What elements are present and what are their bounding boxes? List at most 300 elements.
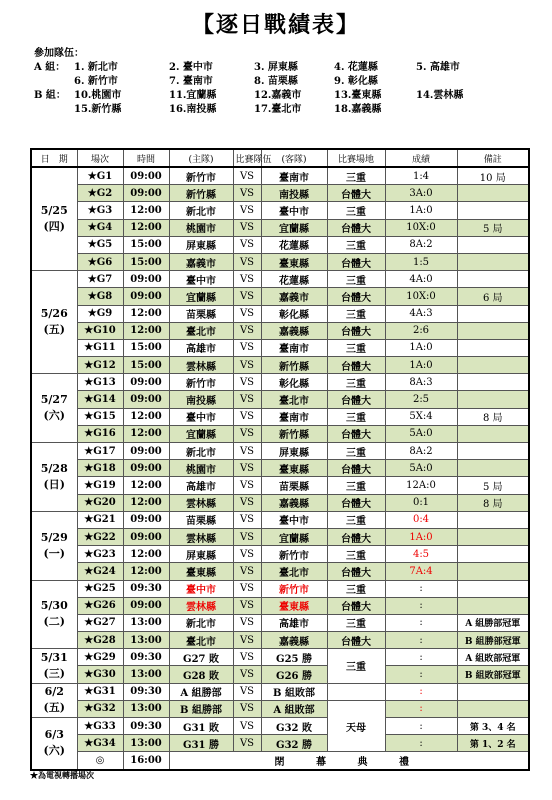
home-team: 桃園市 xyxy=(169,219,233,236)
game-id: ★G17 xyxy=(77,443,123,460)
vs-label: VS xyxy=(233,563,261,580)
score: 4:5 xyxy=(385,546,457,563)
venue: 三重 xyxy=(327,374,385,391)
venue: 台體大 xyxy=(327,185,385,202)
game-id: ★G9 xyxy=(77,305,123,322)
game-id: ★G12 xyxy=(77,357,123,374)
away-team: 高雄市 xyxy=(261,614,327,631)
away-team: 臺北市 xyxy=(261,563,327,580)
game-time: 09:00 xyxy=(123,167,169,185)
table-row xyxy=(31,305,529,322)
table-row xyxy=(31,511,529,528)
score: 8A:3 xyxy=(385,374,457,391)
game-time: 12:00 xyxy=(123,546,169,563)
away-team: 花蓮縣 xyxy=(261,271,327,288)
game-id: ★G32 xyxy=(77,700,123,717)
game-time: 12:00 xyxy=(123,202,169,219)
home-team: 臺中市 xyxy=(169,408,233,425)
game-time: 12:00 xyxy=(123,305,169,322)
game-id: ★G6 xyxy=(77,253,123,270)
vs-label: VS xyxy=(233,735,261,752)
score: 4A:3 xyxy=(385,305,457,322)
venue: 台體大 xyxy=(327,563,385,580)
score: 10X:0 xyxy=(385,219,457,236)
note: 第 1、2 名 xyxy=(457,735,529,752)
game-time: 09:30 xyxy=(123,649,169,666)
score: : xyxy=(385,683,457,700)
venue: 台體大 xyxy=(327,391,385,408)
table-row xyxy=(31,219,529,236)
note xyxy=(457,374,529,391)
vs-label: VS xyxy=(233,614,261,631)
date-cell xyxy=(31,649,77,683)
team-name: 1. 新北市 xyxy=(74,62,118,73)
away-team: 南投縣 xyxy=(261,185,327,202)
game-id: ★G25 xyxy=(77,580,123,597)
game-time: 09:30 xyxy=(123,718,169,735)
table-row xyxy=(31,425,529,442)
score: : xyxy=(385,649,457,666)
game-id: ★G4 xyxy=(77,219,123,236)
table-row xyxy=(31,649,529,666)
home-team: 嘉義市 xyxy=(169,253,233,270)
team-name: 9. 彰化縣 xyxy=(334,76,378,87)
vs-label: VS xyxy=(233,288,261,305)
date-text: 6/2 xyxy=(44,685,64,699)
game-time: 09:00 xyxy=(123,271,169,288)
vs-label: VS xyxy=(233,580,261,597)
team-name: 3. 屏東縣 xyxy=(254,62,298,73)
venue xyxy=(327,683,385,700)
game-id: ★G18 xyxy=(77,460,123,477)
date-cell xyxy=(31,374,77,443)
score: 5A:0 xyxy=(385,460,457,477)
venue: 三重 xyxy=(327,511,385,528)
game-id: ★G1 xyxy=(77,167,123,185)
note: 第 3、4 名 xyxy=(457,718,529,735)
vs-label: VS xyxy=(233,718,261,735)
note xyxy=(457,253,529,270)
away-team: 臺南市 xyxy=(261,167,327,185)
home-team: B 組勝部 xyxy=(169,700,233,717)
game-time: 15:00 xyxy=(123,357,169,374)
table-row xyxy=(31,683,529,700)
note xyxy=(457,391,529,408)
table-row xyxy=(31,167,529,185)
game-time: 09:00 xyxy=(123,443,169,460)
table-row xyxy=(31,666,529,683)
note xyxy=(457,580,529,597)
away-team: 嘉義市 xyxy=(261,288,327,305)
date-cell xyxy=(31,683,77,717)
team-name: 17.臺北市 xyxy=(254,104,302,115)
away-team: G26 勝 xyxy=(261,666,327,683)
game-time: 09:00 xyxy=(123,391,169,408)
venue: 三重 xyxy=(327,167,385,185)
team-name: 10.桃園市 xyxy=(74,90,122,101)
team-name: 14.雲林縣 xyxy=(416,90,464,101)
game-time: 16:00 xyxy=(123,752,169,770)
date-text: 6/3 xyxy=(44,728,64,742)
away-team: 臺南市 xyxy=(261,408,327,425)
score: 8A:2 xyxy=(385,443,457,460)
game-time: 12:00 xyxy=(123,219,169,236)
away-team: 嘉義縣 xyxy=(261,494,327,511)
table-row xyxy=(31,580,529,597)
vs-label: VS xyxy=(233,528,261,545)
weekday-text: (六) xyxy=(43,409,65,423)
column-header: 比賽隊伍 xyxy=(233,149,261,167)
group-b-label: B 組： xyxy=(34,90,66,101)
note xyxy=(457,683,529,700)
game-id: ★G14 xyxy=(77,391,123,408)
table-row xyxy=(31,253,529,270)
venue: 三重 xyxy=(327,339,385,356)
away-team: 嘉義縣 xyxy=(261,632,327,649)
date-cell xyxy=(31,718,77,770)
note: 5 局 xyxy=(457,219,529,236)
table-row xyxy=(31,374,529,391)
home-team: 新北市 xyxy=(169,614,233,631)
score: 5X:4 xyxy=(385,408,457,425)
game-time: 13:00 xyxy=(123,735,169,752)
score: 1:4 xyxy=(385,167,457,185)
team-name: 11.宜蘭縣 xyxy=(169,90,217,101)
table-row xyxy=(31,460,529,477)
vs-label: VS xyxy=(233,253,261,270)
team-name: 13.臺東縣 xyxy=(334,90,382,101)
away-team: 屏東縣 xyxy=(261,443,327,460)
schedule-table xyxy=(30,148,530,771)
note xyxy=(457,339,529,356)
note xyxy=(457,546,529,563)
column-header: 成績 xyxy=(385,149,457,167)
home-team: 高雄市 xyxy=(169,339,233,356)
home-team: 屏東縣 xyxy=(169,546,233,563)
table-row xyxy=(31,614,529,631)
vs-label: VS xyxy=(233,357,261,374)
table-row xyxy=(31,443,529,460)
date-cell xyxy=(31,271,77,374)
vs-label: VS xyxy=(233,408,261,425)
column-header: 備註 xyxy=(457,149,529,167)
venue: 台體大 xyxy=(327,494,385,511)
score: : xyxy=(385,632,457,649)
vs-label: VS xyxy=(233,632,261,649)
venue: 台體大 xyxy=(327,219,385,236)
game-time: 09:00 xyxy=(123,460,169,477)
score: 1A:0 xyxy=(385,357,457,374)
footnote: ★為電視轉播場次 xyxy=(30,770,94,780)
team-name: 5. 高雄市 xyxy=(416,62,460,73)
home-team: 新北市 xyxy=(169,443,233,460)
game-time: 13:00 xyxy=(123,614,169,631)
score: 0:4 xyxy=(385,511,457,528)
table-row xyxy=(31,752,529,770)
score: 1:5 xyxy=(385,253,457,270)
game-time: 09:30 xyxy=(123,580,169,597)
date-text: 5/27 xyxy=(40,393,68,407)
table-row xyxy=(31,632,529,649)
game-id: ★G29 xyxy=(77,649,123,666)
group-a-label: A 組： xyxy=(34,62,66,73)
weekday-text: (五) xyxy=(43,701,65,715)
away-team: 臺中市 xyxy=(261,511,327,528)
date-text: 5/26 xyxy=(40,307,68,321)
away-team: A 組敗部 xyxy=(261,700,327,717)
game-time: 13:00 xyxy=(123,632,169,649)
note: B 組勝部冠軍 xyxy=(457,632,529,649)
ceremony-cell: 閉 幕 典 禮 xyxy=(169,752,529,770)
game-id: ★G23 xyxy=(77,546,123,563)
away-team: 彰化縣 xyxy=(261,374,327,391)
score: : xyxy=(385,718,457,735)
home-team: G31 勝 xyxy=(169,735,233,752)
score: : xyxy=(385,614,457,631)
score: 2:6 xyxy=(385,322,457,339)
score: 5A:0 xyxy=(385,425,457,442)
note: 10 局 xyxy=(457,167,529,185)
score: 0:1 xyxy=(385,494,457,511)
venue: 三重 xyxy=(327,271,385,288)
venue: 三重 xyxy=(327,580,385,597)
venue: 三重 xyxy=(327,443,385,460)
home-team: 雲林縣 xyxy=(169,494,233,511)
column-header: 時間 xyxy=(123,149,169,167)
weekday-text: (日) xyxy=(43,477,65,491)
note xyxy=(457,185,529,202)
team-name: 18.嘉義縣 xyxy=(334,104,382,115)
table-row xyxy=(31,185,529,202)
column-header: (主隊) xyxy=(169,149,233,167)
table-row xyxy=(31,288,529,305)
vs-label: VS xyxy=(233,391,261,408)
note xyxy=(457,511,529,528)
home-team: 宜蘭縣 xyxy=(169,425,233,442)
venue: 台體大 xyxy=(327,460,385,477)
away-team: 花蓮縣 xyxy=(261,236,327,253)
team-name: 6. 新竹市 xyxy=(74,76,118,87)
game-time: 12:00 xyxy=(123,494,169,511)
team-name: 2. 臺中市 xyxy=(169,62,213,73)
score: 1A:0 xyxy=(385,528,457,545)
home-team: 雲林縣 xyxy=(169,528,233,545)
home-team: 臺北市 xyxy=(169,632,233,649)
away-team: B 組敗部 xyxy=(261,683,327,700)
home-team: 臺中市 xyxy=(169,271,233,288)
venue: 三重 xyxy=(327,546,385,563)
game-time: 12:00 xyxy=(123,563,169,580)
home-team: 臺中市 xyxy=(169,580,233,597)
away-team: 苗栗縣 xyxy=(261,477,327,494)
venue: 台體大 xyxy=(327,288,385,305)
game-id: ★G8 xyxy=(77,288,123,305)
score: : xyxy=(385,597,457,614)
game-id: ★G30 xyxy=(77,666,123,683)
table-row xyxy=(31,718,529,735)
note xyxy=(457,425,529,442)
vs-label: VS xyxy=(233,339,261,356)
table-row xyxy=(31,391,529,408)
venue: 台體大 xyxy=(327,357,385,374)
game-id: ★G22 xyxy=(77,528,123,545)
away-team: 新竹縣 xyxy=(261,425,327,442)
vs-label: VS xyxy=(233,219,261,236)
vs-label: VS xyxy=(233,271,261,288)
date-cell xyxy=(31,580,77,649)
game-id: ★G26 xyxy=(77,597,123,614)
away-team: 新竹縣 xyxy=(261,357,327,374)
note: 5 局 xyxy=(457,477,529,494)
note: A 組勝部冠軍 xyxy=(457,614,529,631)
table-row xyxy=(31,528,529,545)
team-name: 7. 臺南市 xyxy=(169,76,213,87)
weekday-text: (四) xyxy=(43,220,65,234)
away-team: 臺東縣 xyxy=(261,460,327,477)
away-team: G25 勝 xyxy=(261,649,327,666)
vs-label: VS xyxy=(233,167,261,185)
table-row xyxy=(31,202,529,219)
note xyxy=(457,443,529,460)
vs-label: VS xyxy=(233,443,261,460)
table-row xyxy=(31,322,529,339)
note xyxy=(457,202,529,219)
note xyxy=(457,271,529,288)
table-row xyxy=(31,563,529,580)
home-team: G31 敗 xyxy=(169,718,233,735)
home-team: 雲林縣 xyxy=(169,597,233,614)
game-time: 09:00 xyxy=(123,528,169,545)
team-name: 15.新竹縣 xyxy=(74,104,122,115)
game-id: ★G21 xyxy=(77,511,123,528)
game-id: ★G20 xyxy=(77,494,123,511)
vs-label: VS xyxy=(233,202,261,219)
vs-label: VS xyxy=(233,511,261,528)
score: 4A:0 xyxy=(385,271,457,288)
venue: 台體大 xyxy=(327,528,385,545)
date-text: 5/28 xyxy=(40,461,68,475)
home-team: 雲林縣 xyxy=(169,357,233,374)
table-row xyxy=(31,477,529,494)
game-time: 12:00 xyxy=(123,425,169,442)
score: 1A:0 xyxy=(385,339,457,356)
note xyxy=(457,322,529,339)
game-time: 09:00 xyxy=(123,511,169,528)
date-cell xyxy=(31,511,77,580)
column-header: 比賽場地 xyxy=(327,149,385,167)
away-team: 臺中市 xyxy=(261,202,327,219)
game-time: 12:00 xyxy=(123,408,169,425)
team-name: 12.嘉義市 xyxy=(254,90,302,101)
teams-heading: 參加隊伍： xyxy=(34,48,84,59)
table-row xyxy=(31,408,529,425)
away-team: 嘉義縣 xyxy=(261,322,327,339)
note xyxy=(457,357,529,374)
vs-label: VS xyxy=(233,666,261,683)
away-team: 宜蘭縣 xyxy=(261,528,327,545)
home-team: 苗栗縣 xyxy=(169,511,233,528)
note xyxy=(457,460,529,477)
game-id: ◎ xyxy=(77,752,123,770)
score: : xyxy=(385,700,457,717)
venue: 台體大 xyxy=(327,425,385,442)
vs-label: VS xyxy=(233,700,261,717)
table-row xyxy=(31,597,529,614)
column-header: 日 期 xyxy=(31,149,77,167)
game-id: ★G11 xyxy=(77,339,123,356)
game-time: 09:00 xyxy=(123,185,169,202)
date-text: 5/25 xyxy=(40,204,68,218)
team-name: 16.南投縣 xyxy=(169,104,217,115)
note xyxy=(457,528,529,545)
home-team: 臺北市 xyxy=(169,322,233,339)
game-id: ★G7 xyxy=(77,271,123,288)
game-time: 09:00 xyxy=(123,288,169,305)
date-cell xyxy=(31,443,77,512)
away-team: 彰化縣 xyxy=(261,305,327,322)
score: : xyxy=(385,580,457,597)
home-team: 新竹市 xyxy=(169,374,233,391)
game-id: ★G16 xyxy=(77,425,123,442)
team-name: 4. 花蓮縣 xyxy=(334,62,378,73)
away-team: 臺東縣 xyxy=(261,597,327,614)
vs-label: VS xyxy=(233,322,261,339)
home-team: 桃園市 xyxy=(169,460,233,477)
game-id: ★G10 xyxy=(77,322,123,339)
away-team: 新竹市 xyxy=(261,546,327,563)
venue: 台體大 xyxy=(327,253,385,270)
table-row xyxy=(31,700,529,717)
note xyxy=(457,700,529,717)
game-id: ★G34 xyxy=(77,735,123,752)
venue: 三重 xyxy=(327,477,385,494)
game-time: 15:00 xyxy=(123,339,169,356)
home-team: G28 敗 xyxy=(169,666,233,683)
weekday-text: (三) xyxy=(43,666,65,680)
away-team: G32 敗 xyxy=(261,718,327,735)
weekday-text: (五) xyxy=(43,323,65,337)
game-time: 09:00 xyxy=(123,374,169,391)
home-team: 苗栗縣 xyxy=(169,305,233,322)
vs-label: VS xyxy=(233,597,261,614)
table-row xyxy=(31,271,529,288)
away-team: 臺南市 xyxy=(261,339,327,356)
note xyxy=(457,563,529,580)
table-row xyxy=(31,546,529,563)
game-time: 12:00 xyxy=(123,477,169,494)
note: B 組敗部冠軍 xyxy=(457,666,529,683)
venue: 三重 xyxy=(327,236,385,253)
game-id: ★G33 xyxy=(77,718,123,735)
venue: 台體大 xyxy=(327,322,385,339)
home-team: G27 敗 xyxy=(169,649,233,666)
vs-label: VS xyxy=(233,460,261,477)
game-time: 13:00 xyxy=(123,666,169,683)
table-row xyxy=(31,357,529,374)
game-time: 09:30 xyxy=(123,683,169,700)
note: A 組敗部冠軍 xyxy=(457,649,529,666)
game-id: ★G13 xyxy=(77,374,123,391)
table-row xyxy=(31,236,529,253)
game-time: 09:00 xyxy=(123,597,169,614)
home-team: 南投縣 xyxy=(169,391,233,408)
column-header: (客隊) xyxy=(261,149,327,167)
game-id: ★G3 xyxy=(77,202,123,219)
venue: 天母 xyxy=(327,700,385,752)
home-team: 臺東縣 xyxy=(169,563,233,580)
venue: 三重 xyxy=(327,408,385,425)
home-team: 屏東縣 xyxy=(169,236,233,253)
